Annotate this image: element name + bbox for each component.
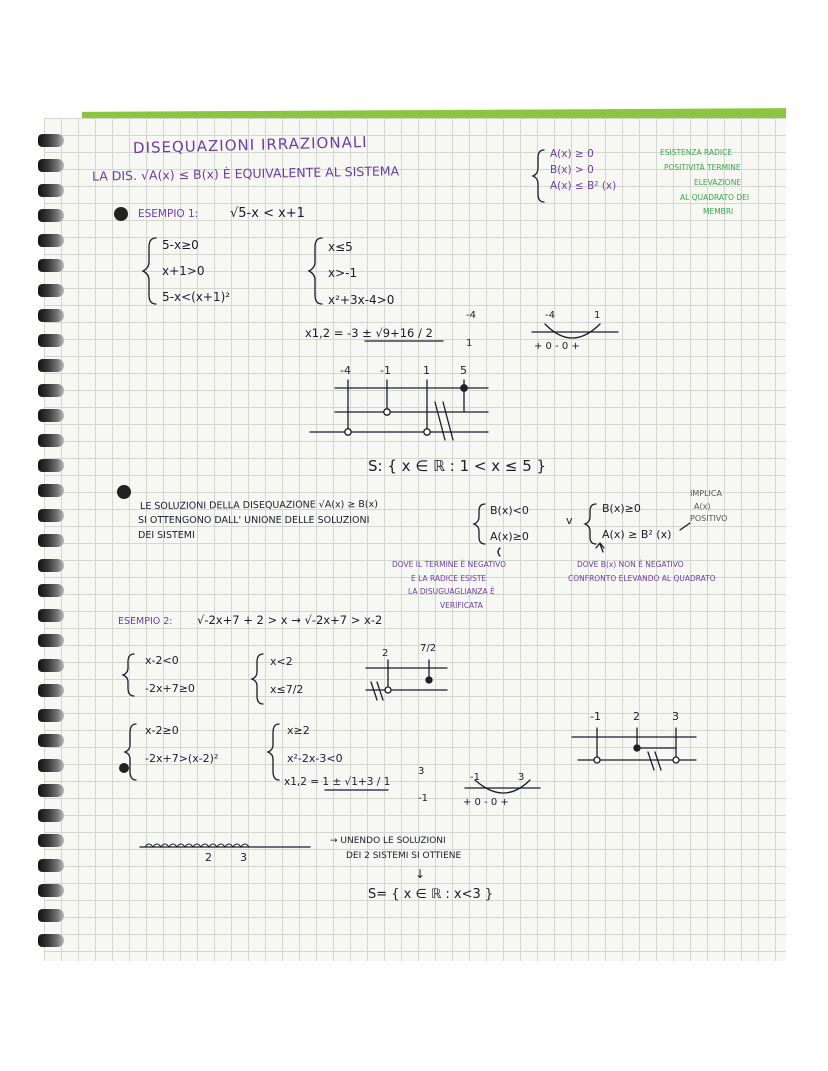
ex2-sys1-a-1: x-2<0 [145, 654, 179, 667]
case2-system2-2: A(x) ≥ B² (x) [602, 528, 672, 541]
example2-inequality: √-2x+7 + 2 > x → √-2x+7 > x-2 [197, 613, 383, 627]
ex1-sign-root-1: -4 [545, 310, 555, 321]
case2-system1-2: A(x)≥0 [490, 530, 529, 543]
side-note-4: AL QUADRATO DEI [680, 193, 750, 202]
ex2-root-1: 3 [418, 766, 425, 777]
side-note-3: ELEVAZIONE [694, 178, 742, 187]
note-implica-1: IMPLICA [690, 489, 722, 498]
ex2-sign-root-2: 3 [518, 772, 525, 783]
example1-inequality: √5-x < x+1 [230, 206, 305, 221]
ex1-roots-formula: x1,2 = -3 ± √9+16 / 2 [305, 326, 433, 340]
ex2-solution: S= { x ∈ ℝ : x<3 } [368, 887, 494, 902]
ex1-root-1: -4 [466, 310, 476, 321]
union-text-1: → UNENDO LE SOLUZIONI [330, 836, 446, 846]
ex1-system-a-1: 5-x≥0 [162, 238, 199, 252]
ex1-line-point-3: 1 [423, 364, 430, 377]
intro-system-1: A(x) ≥ 0 [550, 148, 594, 160]
union-arrow: ↓ [415, 867, 426, 881]
ex2-sys1-point-1: 2 [382, 648, 389, 659]
ex2-sys2-point-3: 3 [672, 710, 679, 723]
ex1-system-b-1: x≤5 [328, 240, 353, 254]
example1-label: ESEMPIO 1: [138, 208, 199, 220]
case2-system2-1: B(x)≥0 [602, 502, 641, 515]
case2-text-3: DEI SISTEMI [138, 530, 195, 541]
ex2-sys1-point-2: 7/2 [420, 643, 437, 654]
ex2-sys2-b-1: x≥2 [287, 724, 310, 737]
ex2-sys2-point-1: -1 [590, 710, 601, 723]
case2-note2-2: CONFRONTO ELEVANDO AL QUADRATO [568, 574, 716, 583]
ex2-root-2: -1 [418, 793, 428, 804]
ex1-system-a-3: 5-x<(x+1)² [162, 290, 231, 304]
case2-text-2: SI OTTENGONO DALL' UNIONE DELLE SOLUZIONI [138, 515, 370, 526]
ex1-sign-root-2: 1 [594, 310, 601, 321]
ex2-sys1-a-2: -2x+7≥0 [145, 682, 195, 695]
union-point-1: 2 [205, 851, 212, 864]
intro-system-3: A(x) ≤ B² (x) [550, 180, 617, 192]
intro-system-2: B(x) > 0 [550, 164, 594, 176]
case2-text-1: LE SOLUZIONI DELLA DISEQUAZIONE √A(x) ≥ B(x) [139, 498, 378, 513]
ex2-sys1-b-1: x<2 [270, 655, 293, 668]
case2-note2-1: DOVE B(x) NON È NEGATIVO [577, 560, 684, 569]
ex1-solution: S: { x ∈ ℝ : 1 < x ≤ 5 } [368, 457, 547, 475]
ex1-system-a-2: x+1>0 [162, 264, 205, 278]
ex1-line-point-4: 5 [460, 364, 467, 377]
ex1-sign-chart: + 0 - 0 + [534, 341, 580, 352]
case2-note1-3: LA DISUGUAGLIANZA È [408, 587, 495, 596]
case2-system1-1: B(x)<0 [490, 504, 529, 517]
ex2-sys1-b-2: x≤7/2 [270, 683, 304, 696]
ex1-root-2: 1 [466, 338, 473, 349]
ex2-sign-chart: + 0 - 0 + [463, 797, 509, 808]
case2-note1-4: VERIFICATA [440, 601, 483, 610]
case2-or: v [566, 514, 573, 527]
ex1-system-b-3: x²+3x-4>0 [328, 293, 395, 307]
note-implica-2: A(x) [694, 502, 711, 511]
ex2-sys2-point-2: 2 [633, 710, 640, 723]
ex2-sys2-a-2: -2x+7>(x-2)² [145, 752, 219, 765]
ex2-sys2-a-1: x-2≥0 [145, 724, 179, 737]
side-note-2: POSITIVITÀ TERMINE [664, 163, 741, 172]
union-point-2: 3 [240, 851, 247, 864]
ex2-sign-root-1: -1 [470, 772, 480, 783]
example2-label: ESEMPIO 2: [118, 616, 173, 627]
ex2-roots-formula: x1,2 = 1 ± √1+3 / 1 [284, 776, 391, 788]
side-note-5: MEMBRI [703, 207, 734, 216]
intro-statement: LA DIS. √A(x) ≤ B(x) È EQUIVALENTE AL SISTEMA [91, 163, 400, 184]
side-note-1: ESISTENZA RADICE [660, 148, 733, 157]
union-text-2: DEI 2 SISTEMI SI OTTIENE [346, 851, 462, 861]
case2-note1-2: E LA RADICE ESISTE [411, 574, 487, 583]
ex2-sys2-b-2: x²-2x-3<0 [287, 752, 343, 765]
ex1-line-point-1: -4 [340, 364, 351, 377]
ex1-system-b-2: x>-1 [328, 266, 358, 280]
page-title: DISEQUAZIONI IRRAZIONALI [132, 132, 368, 158]
ex1-line-point-2: -1 [380, 364, 391, 377]
note-implica-3: POSITIVO [690, 514, 728, 523]
case2-note1-1: DOVE IL TERMINE È NEGATIVO [392, 560, 507, 569]
